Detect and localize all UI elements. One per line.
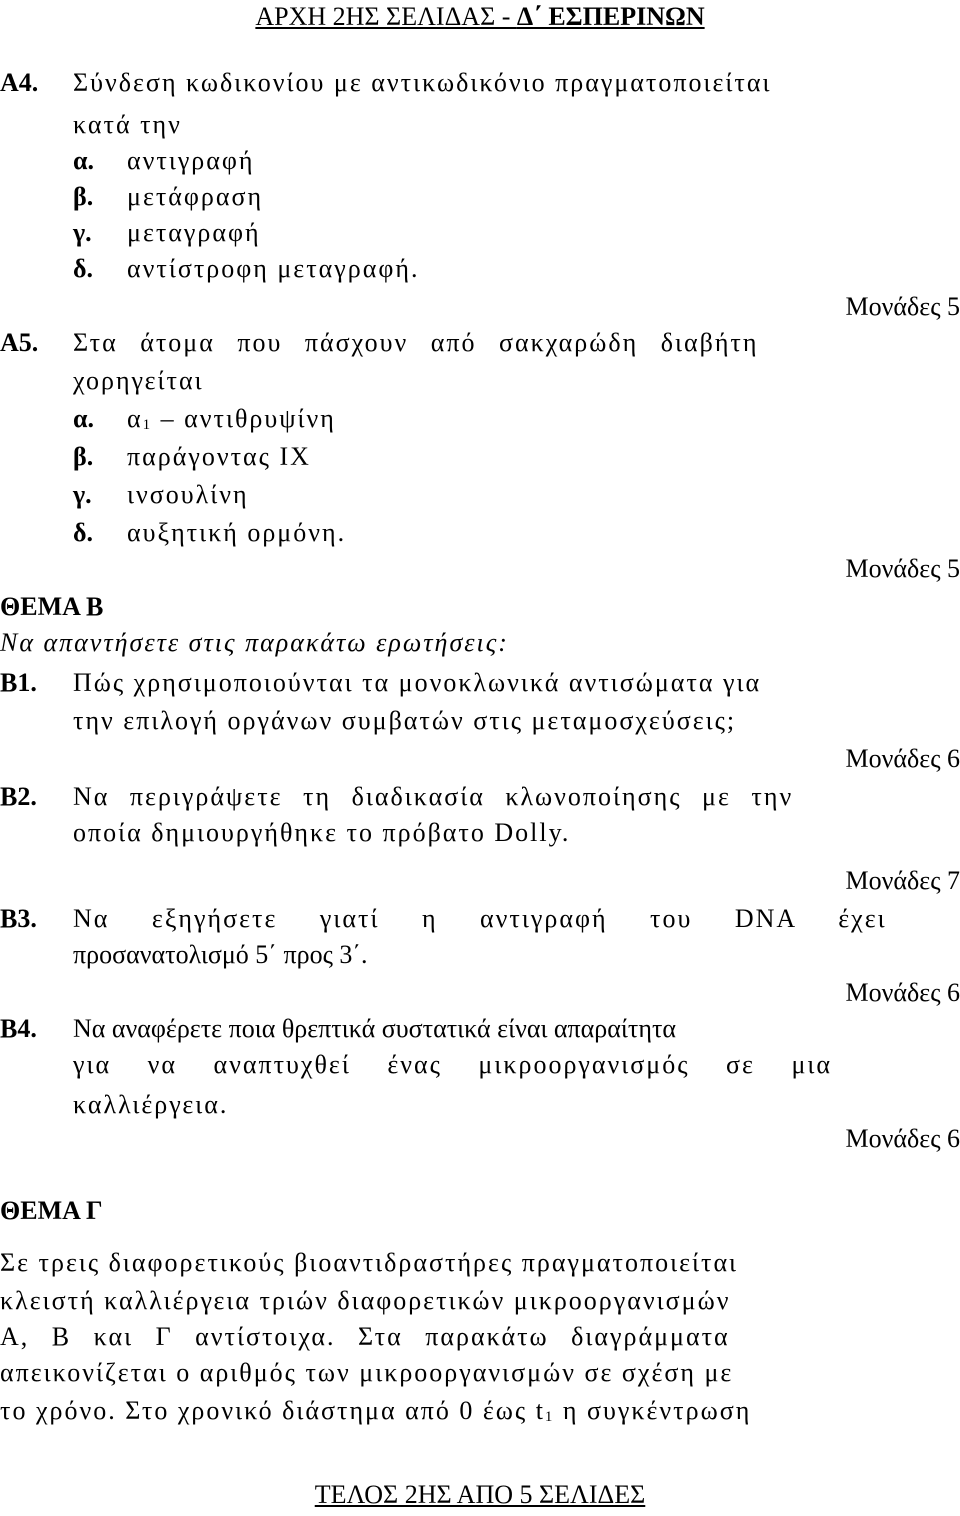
option-mark: γ.: [73, 218, 92, 247]
a4-label: Α4.: [0, 68, 39, 97]
option-text: μεταγραφή: [127, 218, 261, 247]
theme-c-title: ΘΕΜΑ Γ: [0, 1196, 103, 1225]
theme-c-line-2: κλειστή καλλιέργεια τριών διαφορετικών μικροοργανισμών: [0, 1286, 731, 1315]
option-mark: α.: [73, 146, 95, 175]
b4-text-3: καλλιέργεια.: [73, 1090, 229, 1119]
b3-label: Β3.: [0, 904, 37, 933]
option-mark: γ.: [73, 480, 92, 509]
option-mark: δ.: [73, 254, 93, 283]
b4-units: Μονάδες 6: [845, 1124, 960, 1153]
b4-text-1: Να αναφέρετε ποια θρεπτικά συστατικά είναι απαραίτητα: [73, 1014, 677, 1043]
option-text: ινσουλίνη: [127, 480, 249, 509]
a5-stem-1: Στα άτομα που πάσχουν από σακχαρώδη διαβήτη: [73, 328, 759, 357]
b2-text-2: οποία δημιουργήθηκε το πρόβατο Dolly.: [73, 818, 571, 847]
b1-label: Β1.: [0, 668, 37, 697]
a4-stem-1: Σύνδεση κωδικονίου με αντικωδικόνιο πραγματοποιείται: [73, 68, 772, 97]
theme-c-line-5: [0, 1396, 960, 1432]
page-header: [0, 2, 960, 32]
b1-units: Μονάδες 6: [845, 744, 960, 773]
option-text: αντίστροφη μεταγραφή.: [127, 254, 420, 283]
option-text: αυξητική ορμόνη.: [127, 518, 347, 547]
a5-units: Μονάδες 5: [845, 554, 960, 583]
header-text: ΑΡΧΗ 2ΗΣ ΣΕΛΙΔΑΣ -: [255, 2, 517, 31]
option-text-pre: α: [127, 404, 143, 433]
b3-text-2: προσανατολισμό 5΄ προς 3΄.: [73, 940, 368, 969]
page-footer: [0, 1480, 960, 1510]
option-mark: β.: [73, 182, 94, 211]
theme-b-title: ΘΕΜΑ Β: [0, 592, 104, 621]
option-text: παράγοντας ΙΧ: [127, 442, 311, 471]
option-mark: α.: [73, 404, 95, 433]
b3-text-1: Να εξηγήσετε γιατί η αντιγραφή του DNA έχει: [73, 904, 887, 933]
a4-stem-2: κατά την: [73, 110, 182, 139]
option-mark: β.: [73, 442, 94, 471]
b4-text-2: για να αναπτυχθεί ένας μικροοργανισμός σε μια: [73, 1050, 833, 1079]
theme-c-line-3: Α, Β και Γ αντίστοιχα. Στα παρακάτω διαγράμματα: [0, 1322, 730, 1351]
theme-c-last-post: η συγκέντρωση: [554, 1396, 752, 1425]
b2-label: Β2.: [0, 782, 37, 811]
theme-c-line-1: Σε τρεις διαφορετικούς βιοαντιδραστήρες πραγματοποιείται: [0, 1248, 739, 1277]
b2-text-1: Να περιγράψετε τη διαδικασία κλωνοποίησης με την: [73, 782, 794, 811]
b1-text-1: Πώς χρησιμοποιούνται τα μονοκλωνικά αντισώματα για: [73, 668, 762, 697]
footer-text: ΤΕΛΟΣ 2ΗΣ ΑΠΟ 5 ΣΕΛΙΔΕΣ: [314, 1480, 646, 1509]
theme-b-instruction: Να απαντήσετε στις παρακάτω ερωτήσεις:: [0, 628, 509, 657]
option-subscript: 1: [142, 417, 153, 433]
option-text: [127, 404, 336, 440]
b4-label: Β4.: [0, 1014, 37, 1043]
a5-stem-2: χορηγείται: [73, 366, 204, 395]
theme-c-last-pre: το χρόνο. Στο χρονικό διάστημα από 0 έως t: [0, 1396, 545, 1425]
option-text: μετάφραση: [127, 182, 264, 211]
a5-label: Α5.: [0, 328, 39, 357]
b2-units: Μονάδες 7: [845, 866, 960, 895]
theme-c-last-sub: 1: [544, 1409, 555, 1425]
b3-units: Μονάδες 6: [845, 978, 960, 1007]
b1-text-2: την επιλογή οργάνων συμβατών στις μεταμοσχεύσεις;: [73, 706, 737, 735]
theme-c-line-4: απεικονίζεται ο αριθμός των μικροοργανισμών σε σχέση με: [0, 1358, 734, 1387]
option-text-post: – αντιθρυψίνη: [152, 404, 336, 433]
option-mark: δ.: [73, 518, 93, 547]
option-text: αντιγραφή: [127, 146, 255, 175]
a4-units: Μονάδες 5: [845, 292, 960, 321]
header-bold: Δ΄ ΕΣΠΕΡΙΝΩΝ: [516, 2, 705, 31]
